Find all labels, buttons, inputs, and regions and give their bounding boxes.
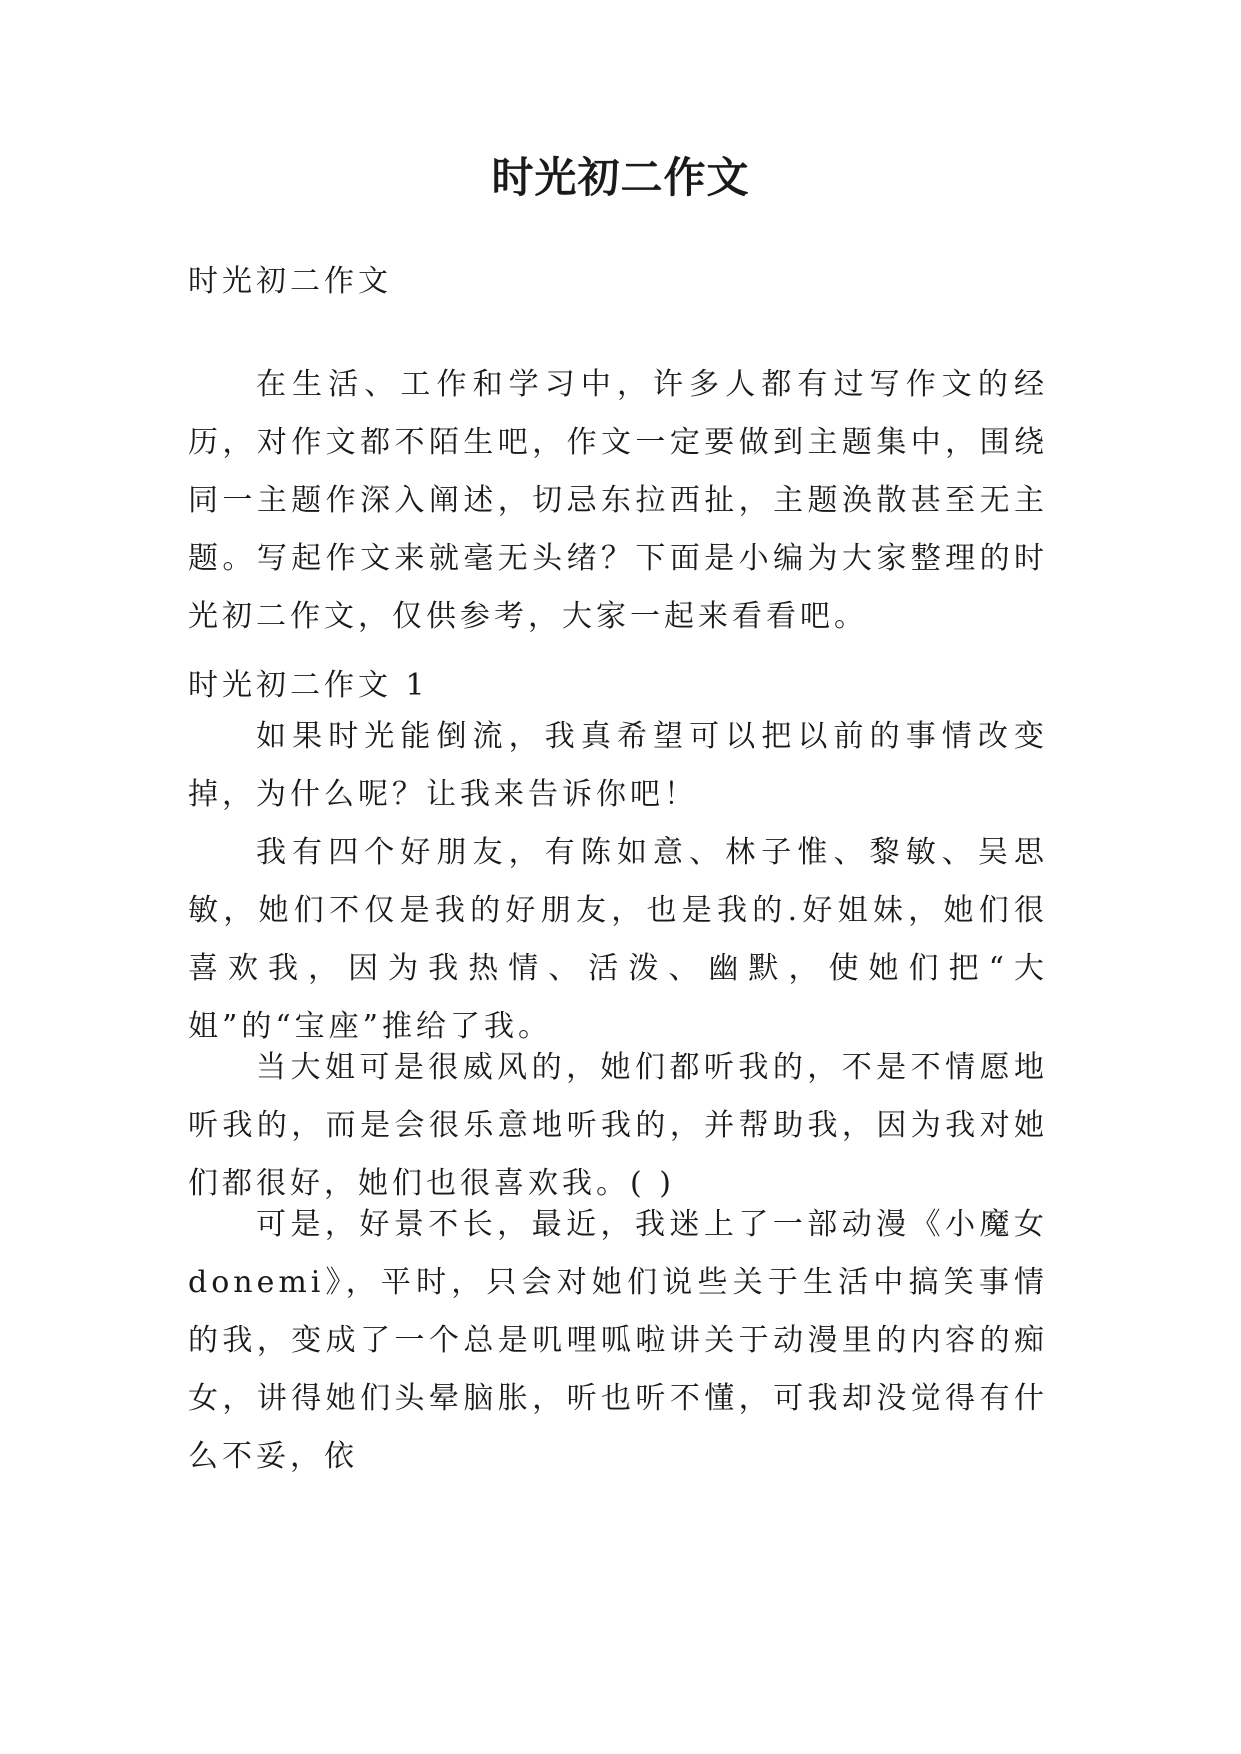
document-title: 时光初二作文 — [491, 153, 750, 202]
document-subtitle: 时光初二作文 — [188, 264, 392, 299]
body-paragraph-1: 如果时光能倒流，我真希望可以把以前的事情改变掉，为什么呢？让我来告诉你吧！ — [188, 719, 1048, 812]
intro-paragraph: 在生活、工作和学习中，许多人都有过写作文的经历，对作文都不陌生吧，作文一定要做到主题集中，围绕同一主题作深入阐述，切忌东拉西扯，主题涣散甚至无主题。写起作文来就毫无头绪？下面是小编为大家整理的时光初二作文，仅供参考，大家一起来看看吧。 — [188, 367, 1048, 634]
body-paragraph-2: 我有四个好朋友，有陈如意、林子惟、黎敏、吴思敏，她们不仅是我的好朋友，也是我的.好姐妹，她们很喜欢我，因为我热情、活泼、幽默，使她们把“大姐”的“宝座”推给了我。 — [188, 835, 1048, 1044]
section-heading: 时光初二作文 1 — [188, 668, 429, 703]
body-paragraph-4: 可是，好景不长，最近，我迷上了一部动漫《小魔女donemi》，平时，只会对她们说些关于生活中搞笑事情的我，变成了一个总是叽哩呱啦讲关于动漫里的内容的痴女，讲得她们头晕脑胀，听也听不懂，可我却没觉得有什么不妥，依 — [188, 1207, 1048, 1474]
body-paragraph-3: 当大姐可是很威风的，她们都听我的，不是不情愿地听我的，而是会很乐意地听我的，并帮助我，因为我对她们都很好，她们也很喜欢我。( ) — [188, 1050, 1048, 1201]
